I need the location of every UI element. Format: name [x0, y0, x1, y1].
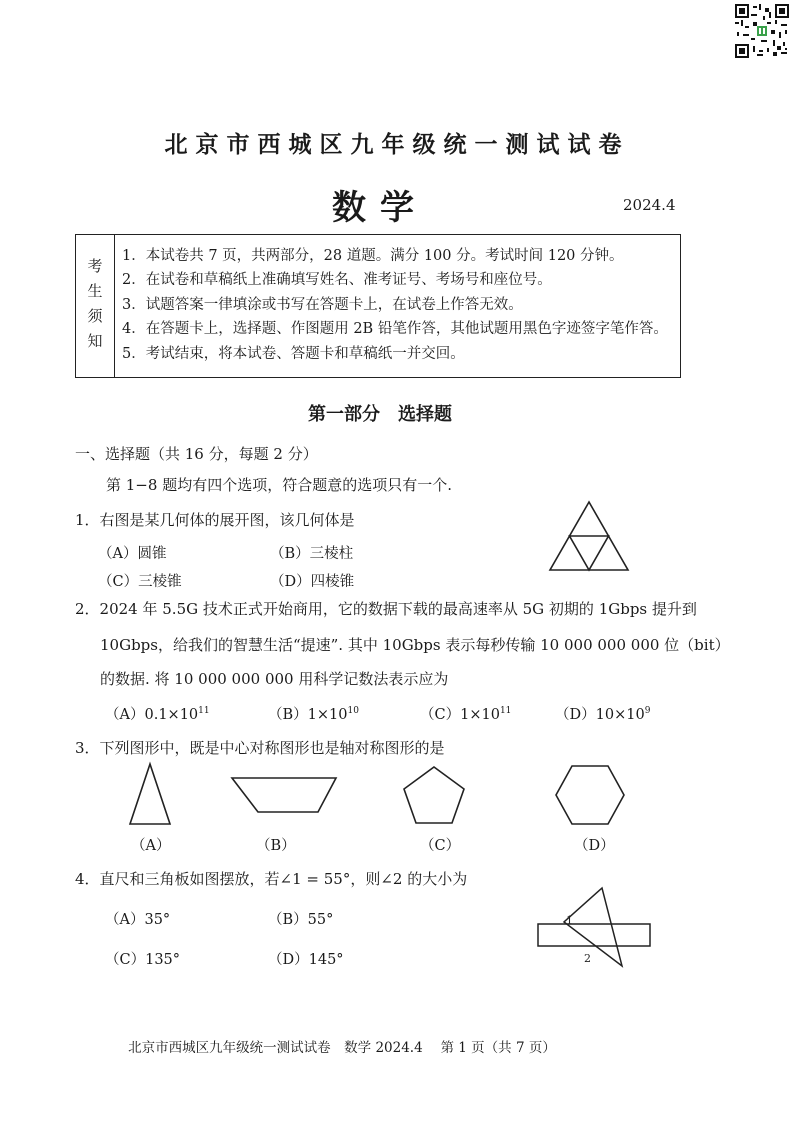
q3-isosceles-triangle	[120, 758, 180, 830]
q4-ruler-triangle-figure	[530, 882, 660, 972]
q3-caption-b: （B）	[256, 838, 296, 854]
q2-line-3: 的数据. 将 10 000 000 000 用科学记数法表示应为	[100, 670, 449, 688]
angle-label: 1	[566, 914, 573, 927]
exam-date: 2024.4	[623, 196, 676, 214]
q4-option-b: （B）55°	[268, 912, 334, 928]
notice-rule: 1．本试卷共 7 页，共两部分，28 道题。满分 100 分。考试时间 120 分钟。	[122, 248, 624, 264]
section-heading: 一、选择题（共 16 分，每题 2 分）	[75, 445, 318, 463]
notice-side-char: 须	[87, 307, 103, 325]
q4-stem: 4．直尺和三角板如图摆放，若∠1 = 55°，则∠2 的大小为	[75, 870, 468, 888]
q2-option-d: $(D)10\times 10^9$	[555, 706, 651, 723]
notice-side-label	[76, 235, 115, 377]
exam-title: 北京市西城区九年级统一测试试卷	[164, 131, 630, 158]
qr-code-image	[735, 4, 789, 58]
q3-caption-c: （C）	[420, 838, 461, 854]
notice-rule: 4．在答题卡上，选择题、作图题用 2B 铅笔作答，其他试题用黑色字迹签字笔作答。	[122, 321, 668, 338]
q1-stem: 1．右图是某几何体的展开图，该几何体是	[75, 511, 355, 529]
q4-option-c: （C）135°	[105, 952, 181, 968]
q3-hexagon	[550, 760, 630, 830]
subject-title: 数学	[332, 188, 428, 228]
notice-side-char: 生	[87, 282, 103, 300]
q1-option-b: （B）三棱柱	[270, 546, 354, 562]
q1-option-c: （C）三棱锥	[98, 574, 182, 590]
notice-rule: 2．在试卷和草稿纸上准确填写姓名、准考证号、考场号和座位号。	[122, 272, 552, 289]
notice-side-char: 知	[87, 332, 103, 350]
notice-rules	[122, 244, 668, 366]
notice-side-char: 考	[87, 257, 103, 275]
q3-caption-a: （A）	[131, 838, 171, 854]
q2-line-1: 2．2024 年 5.5G 技术正式开始商用，它的数据下载的最高速率从 5G 初期的 1Gbps 提升到	[75, 600, 697, 618]
q2-option-b: $(B)1\times 10^{10}$	[268, 706, 359, 723]
q2-option-c: $(C)1\times 10^{11}$	[420, 706, 512, 723]
q3-caption-d: （D）	[574, 838, 615, 854]
q2-line-2: 10Gbps，给我们的智慧生活“提速”. 其中 10Gbps 表示每秒传输 10 000 000 000 位（bit）	[100, 636, 730, 654]
q1-option-d: （D）四棱锥	[270, 574, 355, 590]
angle-label: 2	[584, 952, 591, 965]
q4-option-a: （A）35°	[105, 912, 171, 928]
q3-stem: 3．下列图形中，既是中心对称图形也是轴对称图形的是	[75, 739, 445, 757]
exam-notice-box	[75, 234, 681, 378]
q1-option-a: （A）圆锥	[98, 546, 167, 562]
q1-net-figure	[545, 498, 635, 574]
notice-rule: 3．试题答案一律填涂或书写在答题卡上，在试卷上作答无效。	[122, 296, 523, 313]
page-footer: 北京市西城区九年级统一测试试卷 数学 2024.4 第 1 页（共 7 页）	[128, 1040, 556, 1056]
section-title: 第一部分 选择题	[308, 404, 452, 425]
notice-rule: 5．考试结束，将本试卷、答题卡和草稿纸一并交回。	[122, 345, 465, 362]
q3-pentagon	[398, 763, 470, 827]
q3-parallelogram	[226, 770, 344, 820]
q4-option-d: （D）145°	[268, 952, 344, 968]
section-instruction: 第 1−8 题均有四个选项，符合题意的选项只有一个.	[106, 476, 452, 494]
q2-option-a: $(A)0.1\times 10^{11}$	[105, 706, 210, 723]
